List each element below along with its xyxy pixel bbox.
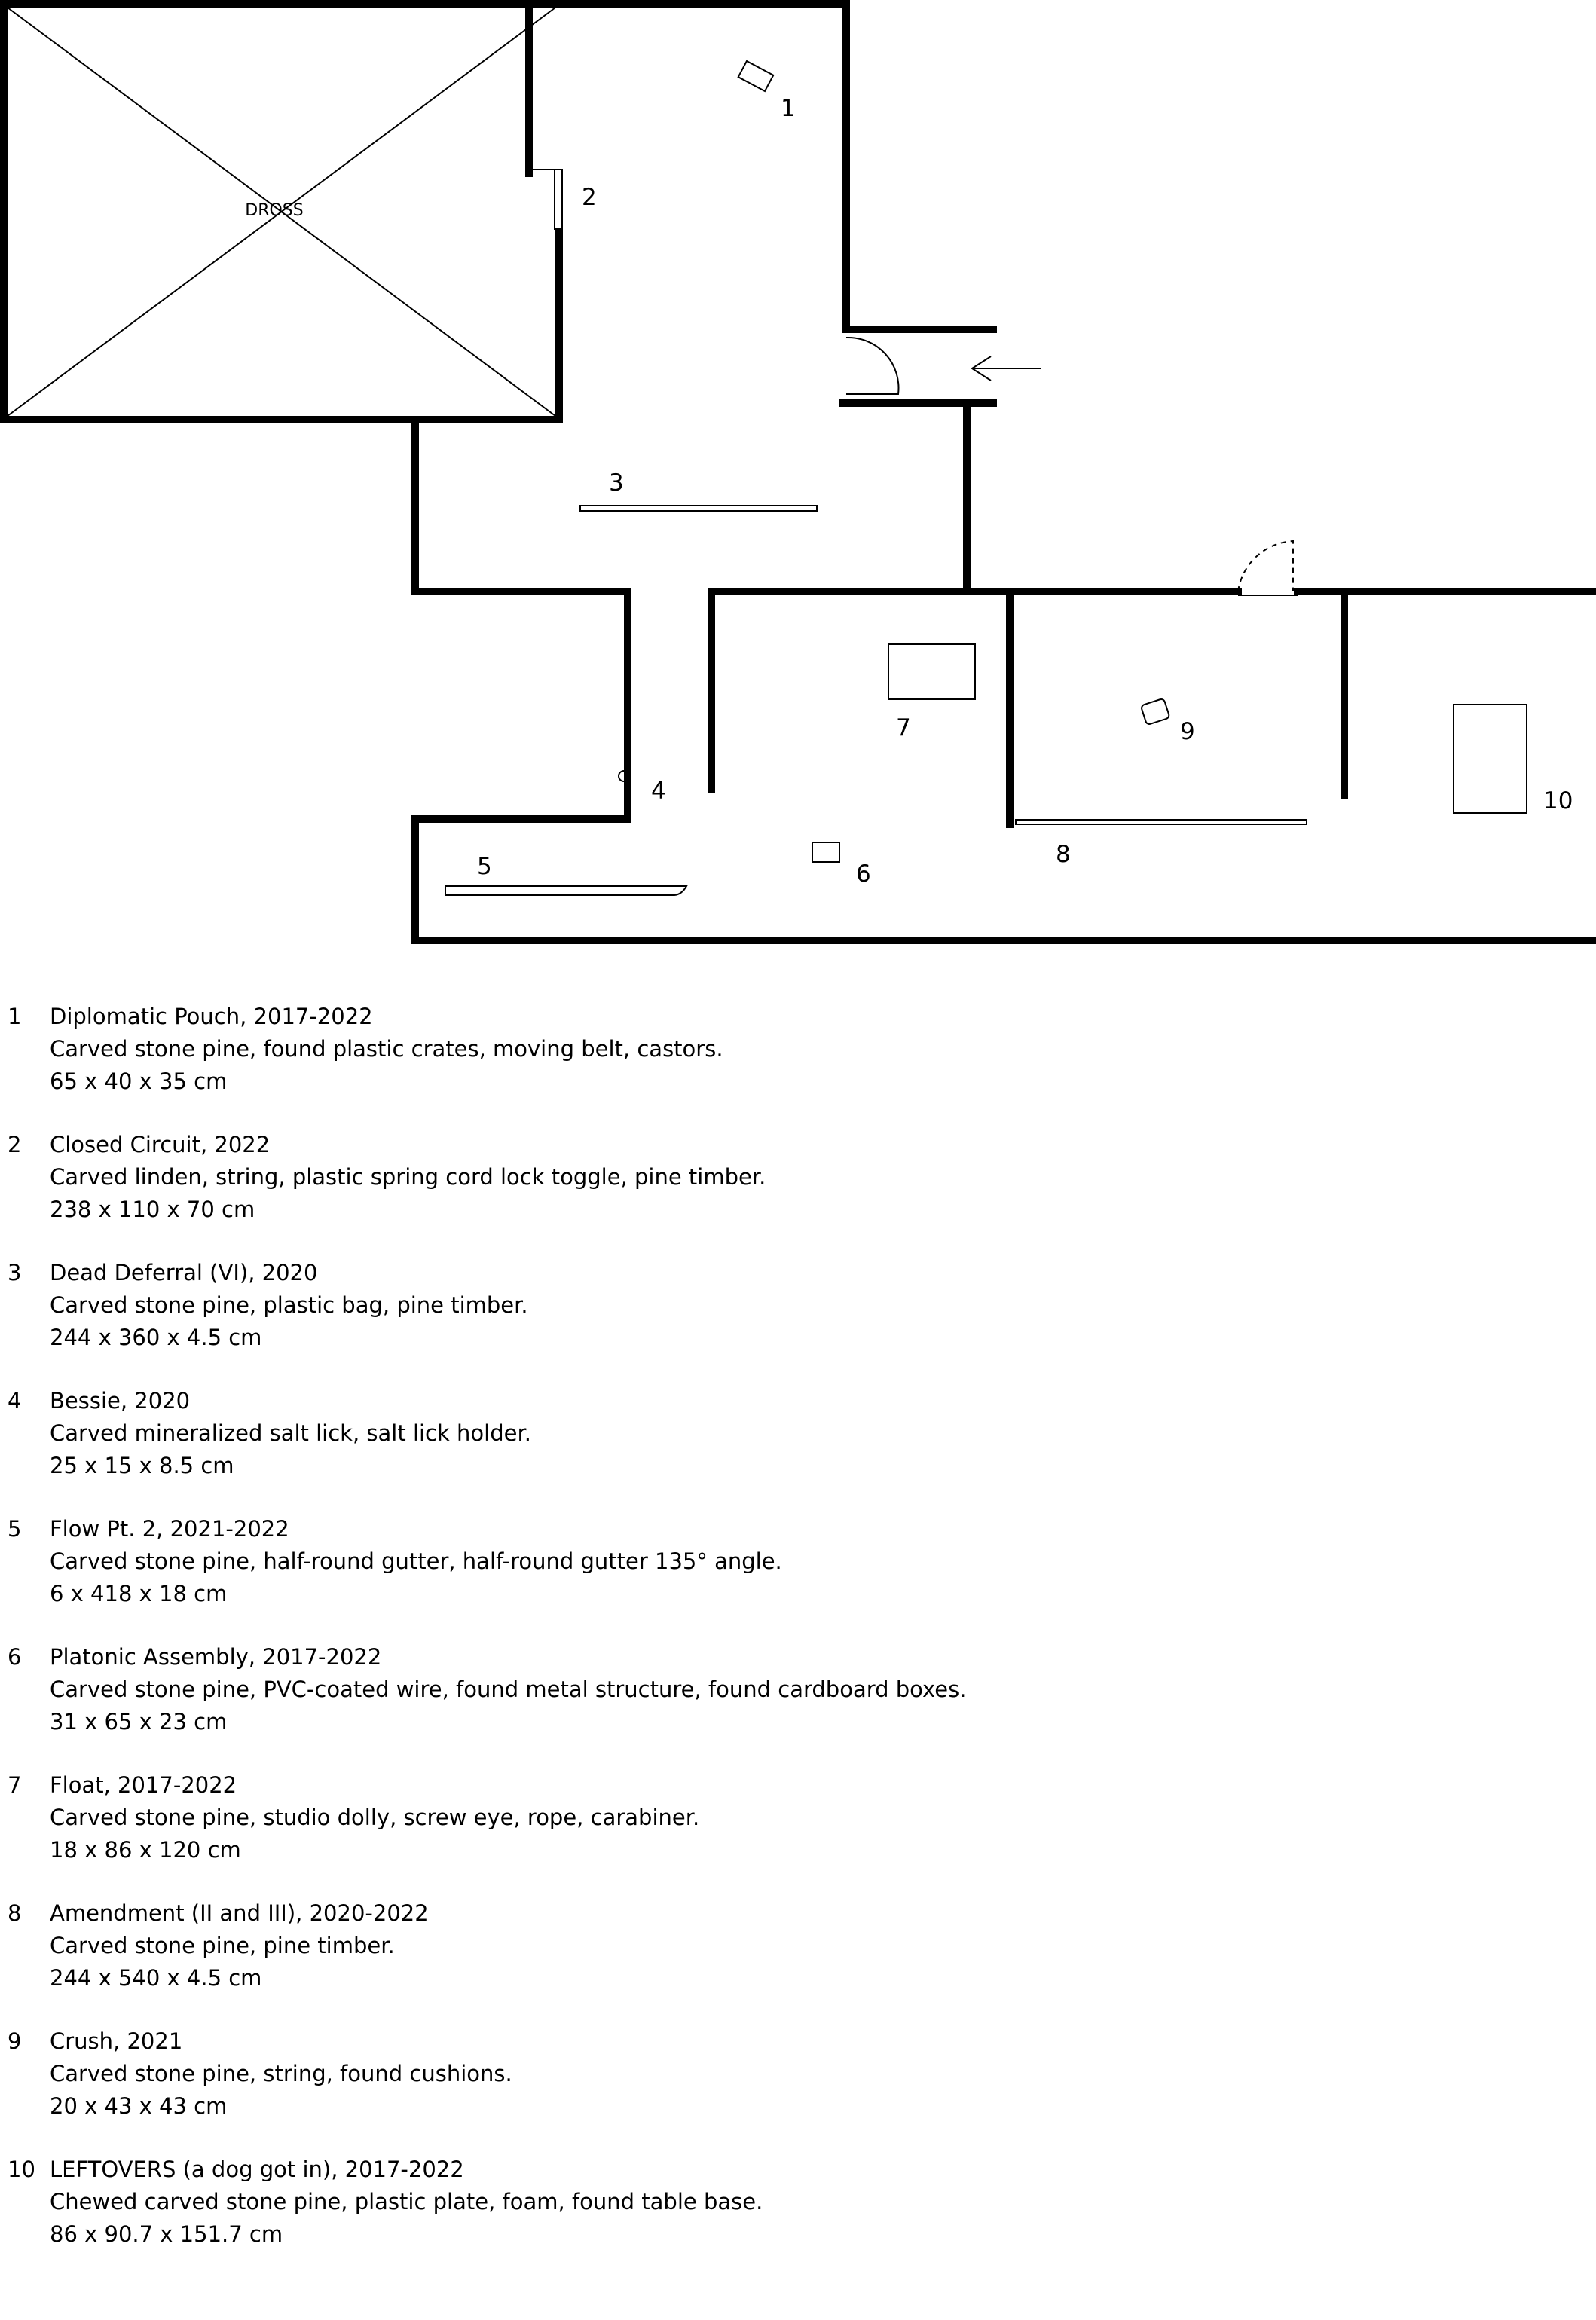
work-2-object	[531, 170, 562, 230]
work-9-object	[1141, 698, 1170, 726]
work-details	[50, 1385, 531, 1513]
works-list	[8, 1001, 1213, 2282]
work-number: 4	[8, 1388, 22, 1414]
work-dimensions: 6 x 418 x 18 cm	[50, 1581, 228, 1606]
work-materials: Carved stone pine, pine timber.	[50, 1933, 395, 1958]
work-details	[50, 1769, 699, 1897]
work-number: 8	[8, 1900, 22, 1926]
work-materials: Carved stone pine, found plastic crates, moving belt, castors.	[50, 1036, 723, 1062]
work-materials: Carved mineralized salt lick, salt lick holder.	[50, 1420, 531, 1446]
list-item	[8, 1257, 1213, 1385]
list-item	[8, 1513, 1213, 1641]
work-materials: Carved stone pine, studio dolly, screw eye, rope, carabiner.	[50, 1805, 700, 1830]
work-title: Closed Circuit, 2022	[50, 1132, 271, 1157]
work-8-object	[1016, 820, 1307, 824]
dross-label: DROSS	[245, 201, 304, 220]
work-details	[50, 1129, 766, 1257]
work-materials: Carved stone pine, half-round gutter, half-round gutter 135° angle.	[50, 1548, 782, 1574]
work-details	[50, 1001, 723, 1129]
work-7-object	[888, 644, 975, 699]
marker-2: 2	[582, 184, 597, 211]
work-number: 1	[8, 1004, 22, 1029]
work-title: Platonic Assembly, 2017-2022	[50, 1644, 382, 1670]
work-number: 9	[8, 2028, 22, 2054]
work-title: Flow Pt. 2, 2021-2022	[50, 1516, 289, 1542]
list-item	[8, 1001, 1213, 1129]
marker-6: 6	[856, 860, 871, 888]
work-3-object	[580, 506, 817, 511]
dashed-door	[1238, 541, 1298, 595]
entrance-door-swing	[846, 338, 898, 394]
work-1-object	[738, 61, 774, 91]
work-details	[50, 1897, 429, 2025]
list-item	[8, 1641, 1213, 1769]
work-dimensions: 65 x 40 x 35 cm	[50, 1068, 228, 1094]
list-item	[8, 1769, 1213, 1897]
work-dimensions: 20 x 43 x 43 cm	[50, 2093, 228, 2119]
work-number: 7	[8, 1772, 22, 1798]
work-5-object	[445, 886, 686, 895]
work-materials: Carved linden, string, plastic spring cord lock toggle, pine timber.	[50, 1164, 766, 1190]
work-dimensions: 238 x 110 x 70 cm	[50, 1197, 255, 1222]
work-6-object	[812, 842, 839, 862]
work-dimensions: 18 x 86 x 120 cm	[50, 1837, 241, 1863]
marker-7: 7	[896, 714, 911, 741]
wall-segment	[846, 4, 993, 329]
work-number: 2	[8, 1132, 22, 1157]
marker-8: 8	[1056, 841, 1071, 868]
marker-3: 3	[609, 469, 624, 497]
work-title: Crush, 2021	[50, 2028, 183, 2054]
work-details	[50, 1641, 966, 1769]
list-item	[8, 1129, 1213, 1257]
floor-plan	[0, 0, 1596, 949]
work-details	[50, 1513, 782, 1641]
work-dimensions: 244 x 540 x 4.5 cm	[50, 1965, 262, 1991]
work-title: LEFTOVERS (a dog got in), 2017-2022	[50, 2156, 464, 2182]
marker-4: 4	[651, 778, 666, 805]
work-dimensions: 31 x 65 x 23 cm	[50, 1709, 228, 1735]
work-dimensions: 244 x 360 x 4.5 cm	[50, 1325, 262, 1350]
marker-10: 10	[1543, 787, 1573, 815]
work-10-object	[1454, 705, 1527, 813]
work-title: Amendment (II and III), 2020-2022	[50, 1900, 429, 1926]
work-number: 5	[8, 1516, 22, 1542]
gallery-walls	[4, 4, 1596, 940]
work-materials: Carved stone pine, plastic bag, pine timber.	[50, 1292, 528, 1318]
marker-5: 5	[477, 853, 492, 880]
work-materials: Carved stone pine, string, found cushions.	[50, 2061, 512, 2086]
wall-segment	[415, 723, 1596, 940]
work-dimensions: 86 x 90.7 x 151.7 cm	[50, 2221, 283, 2247]
list-item	[8, 1897, 1213, 2025]
work-dimensions: 25 x 15 x 8.5 cm	[50, 1453, 234, 1478]
work-number: 6	[8, 1644, 22, 1670]
work-materials: Carved stone pine, PVC-coated wire, found metal structure, found cardboard boxes.	[50, 1677, 967, 1702]
work-details	[50, 1257, 528, 1385]
work-number: 10	[8, 2156, 35, 2182]
work-details	[50, 2153, 763, 2282]
work-title: Diplomatic Pouch, 2017-2022	[50, 1004, 373, 1029]
work-2-shape	[531, 170, 562, 230]
door-swing-dashed	[1238, 541, 1293, 591]
marker-1: 1	[781, 95, 796, 122]
list-item	[8, 2153, 1213, 2282]
entrance	[846, 338, 1041, 394]
list-item	[8, 2025, 1213, 2153]
list-item	[8, 1385, 1213, 1513]
work-1-shape	[738, 61, 774, 91]
wall-segment	[415, 420, 628, 819]
work-title: Bessie, 2020	[50, 1388, 191, 1414]
work-details	[50, 2025, 512, 2153]
work-title: Float, 2017-2022	[50, 1772, 237, 1798]
work-materials: Chewed carved stone pine, plastic plate, foam, found table base.	[50, 2189, 763, 2215]
dross-room	[8, 8, 555, 416]
work-number: 3	[8, 1260, 22, 1285]
marker-9: 9	[1180, 718, 1195, 745]
work-title: Dead Deferral (VI), 2020	[50, 1260, 318, 1285]
